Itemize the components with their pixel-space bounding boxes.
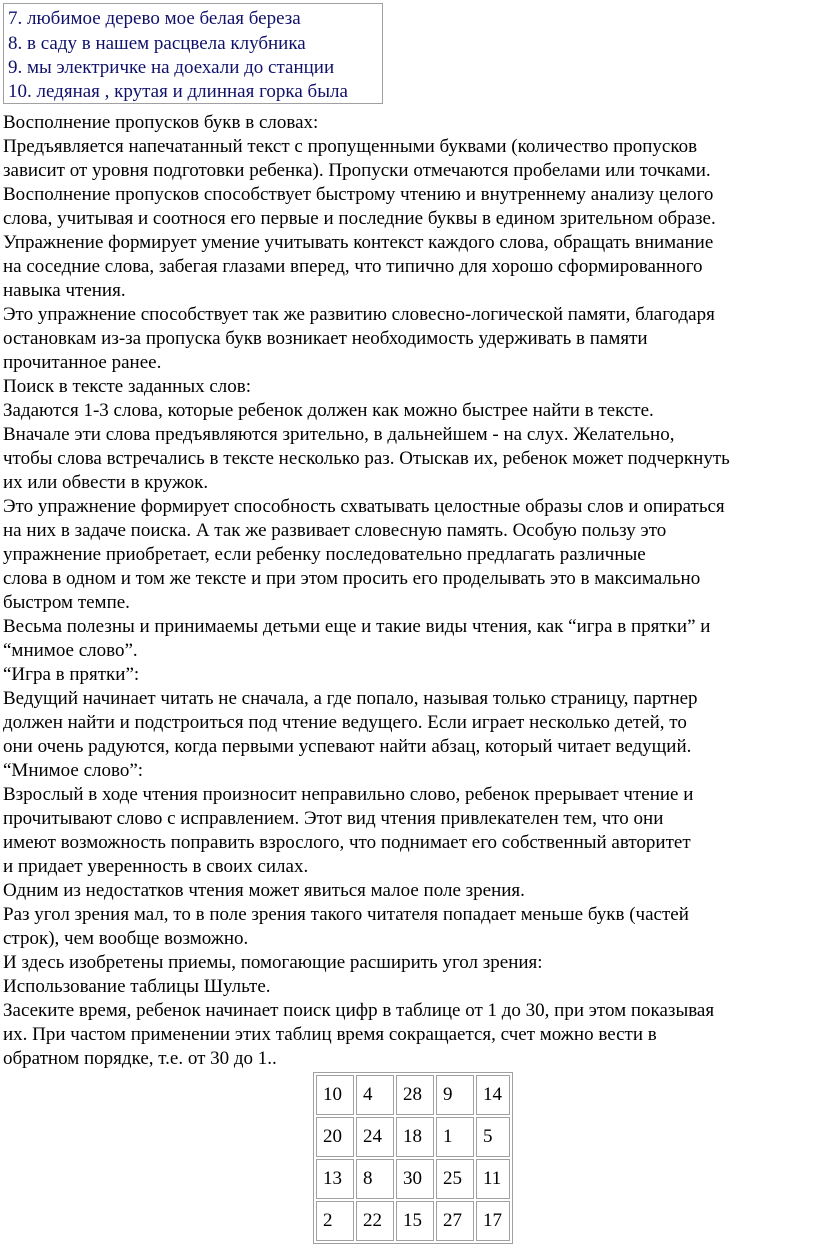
text-line: навыка чтения. [3, 280, 126, 301]
table-cell: 14 [476, 1075, 510, 1115]
table-cell: 10 [316, 1075, 354, 1115]
text-line: обратном порядке, т.е. от 30 до 1.. [3, 1048, 277, 1069]
text-line: прочитанное ранее. [3, 352, 162, 373]
text-line: их или обвести в кружок. [3, 472, 209, 493]
table-cell: 11 [476, 1159, 510, 1199]
text-line: Это упражнение формирует способность схватывать целостные образы слов и опираться [3, 496, 725, 517]
text-line: их. При частом применении этих таблиц время сокращается, счет можно вести в [3, 1024, 657, 1045]
text-line: Засеките время, ребенок начинает поиск цифр в таблице от 1 до 30, при этом показывая [3, 1000, 715, 1021]
table-cell: 25 [436, 1159, 474, 1199]
text-line: на соседние слова, забегая глазами вперед, что типично для хорошо сформированного [3, 256, 703, 277]
text-line: И здесь изобретены приемы, помогающие расширить угол зрения: [3, 952, 543, 973]
text-line: прочитывают слово с исправлением. Этот вид чтения привлекателен тем, что они [3, 808, 664, 829]
text-line: чтобы слова встречались в тексте несколько раз. Отыскав их, ребенок может подчеркнуть [3, 448, 730, 469]
text-line: Одним из недостатков чтения может явиться малое поле зрения. [3, 880, 525, 901]
section-heading-schulte: Использование таблицы Шульте. [3, 976, 271, 997]
text-line: они очень радуются, когда первыми успевают найти абзац, который читает ведущий. [3, 736, 692, 757]
table-cell: 15 [396, 1201, 434, 1241]
text-line: Весьма полезны и принимаемы детьми еще и такие виды чтения, как “игра в прятки” и [3, 616, 711, 637]
table-cell: 18 [396, 1117, 434, 1157]
text-line: быстром темпе. [3, 592, 130, 613]
table-cell: 5 [476, 1117, 510, 1157]
text-line: должен найти и подстроиться под чтение ведущего. Если играет несколько детей, то [3, 712, 687, 733]
text-line: Задаются 1-3 слова, которые ребенок должен как можно быстрее найти в тексте. [3, 400, 654, 421]
table-cell: 28 [396, 1075, 434, 1115]
table-cell: 13 [316, 1159, 354, 1199]
table-cell: 30 [396, 1159, 434, 1199]
text-line: и придает уверенность в своих силах. [3, 856, 309, 877]
section-heading-imaginary-word: “Мнимое слово”: [3, 760, 144, 781]
example-sentences-box [3, 3, 383, 104]
table-cell: 17 [476, 1201, 510, 1241]
text-line: Ведущий начинает читать не сначала, а где попало, называя только страницу, партнер [3, 688, 698, 709]
example-sentence: 9. мы электричке на доехали до станции [8, 57, 335, 78]
table-cell: 24 [356, 1117, 394, 1157]
table-cell: 8 [356, 1159, 394, 1199]
text-line: Раз угол зрения мал, то в поле зрения такого читателя попадает меньше букв (частей [3, 904, 689, 925]
table-cell: 4 [356, 1075, 394, 1115]
table-cell: 2 [316, 1201, 354, 1241]
text-line: Предъявляется напечатанный текст с пропущенными буквами (количество пропусков [3, 136, 698, 157]
text-line: имеют возможность поправить взрослого, что поднимает его собственный авторитет [3, 832, 691, 853]
table-cell: 9 [436, 1075, 474, 1115]
section-heading-word-search: Поиск в тексте заданных слов: [3, 376, 251, 397]
table-cell: 27 [436, 1201, 474, 1241]
table-cell: 20 [316, 1117, 354, 1157]
text-line: Взрослый в ходе чтения произносит неправильно слово, ребенок прерывает чтение и [3, 784, 694, 805]
text-line: “мнимое слово”. [3, 640, 138, 661]
text-line: зависит от уровня подготовки ребенка). Пропуски отмечаются пробелами или точками. [3, 160, 711, 181]
text-line: на них в задаче поиска. А так же развивает словесную память. Особую пользу это [3, 520, 667, 541]
text-line: Вначале эти слова предъявляются зрительно, в дальнейшем - на слух. Желательно, [3, 424, 675, 445]
text-line: Восполнение пропусков способствует быстрому чтению и внутреннему анализу целого [3, 184, 714, 205]
table-row [316, 1201, 510, 1241]
example-sentence: 8. в саду в нашем расцвела клубника [8, 33, 306, 54]
section-heading-letter-gaps: Восполнение пропусков букв в словах: [3, 112, 319, 133]
text-line: слова, учитывая и соотнося его первые и последние буквы в едином зрительном образе. [3, 208, 716, 229]
text-line: остановкам из-за пропуска букв возникает необходимость удерживать в памяти [3, 328, 648, 349]
table-row [316, 1117, 510, 1157]
schulte-table [313, 1072, 513, 1244]
text-line: слова в одном и том же тексте и при этом просить его проделывать это в максимально [3, 568, 701, 589]
example-sentence: 10. ледяная , крутая и длинная горка была [8, 81, 348, 102]
text-line: упражнение приобретает, если ребенку последовательно предлагать различные [3, 544, 646, 565]
table-row [316, 1075, 510, 1115]
table-row [316, 1159, 510, 1199]
table-cell: 22 [356, 1201, 394, 1241]
text-line: Это упражнение способствует так же развитию словесно-логической памяти, благодаря [3, 304, 715, 325]
section-heading-hide-and-seek: “Игра в прятки”: [3, 664, 140, 685]
text-line: строк), чем вообще возможно. [3, 928, 249, 949]
table-cell: 1 [436, 1117, 474, 1157]
text-line: Упражнение формирует умение учитывать контекст каждого слова, обращать внимание [3, 232, 714, 253]
example-sentence: 7. любимое дерево мое белая береза [8, 8, 301, 29]
